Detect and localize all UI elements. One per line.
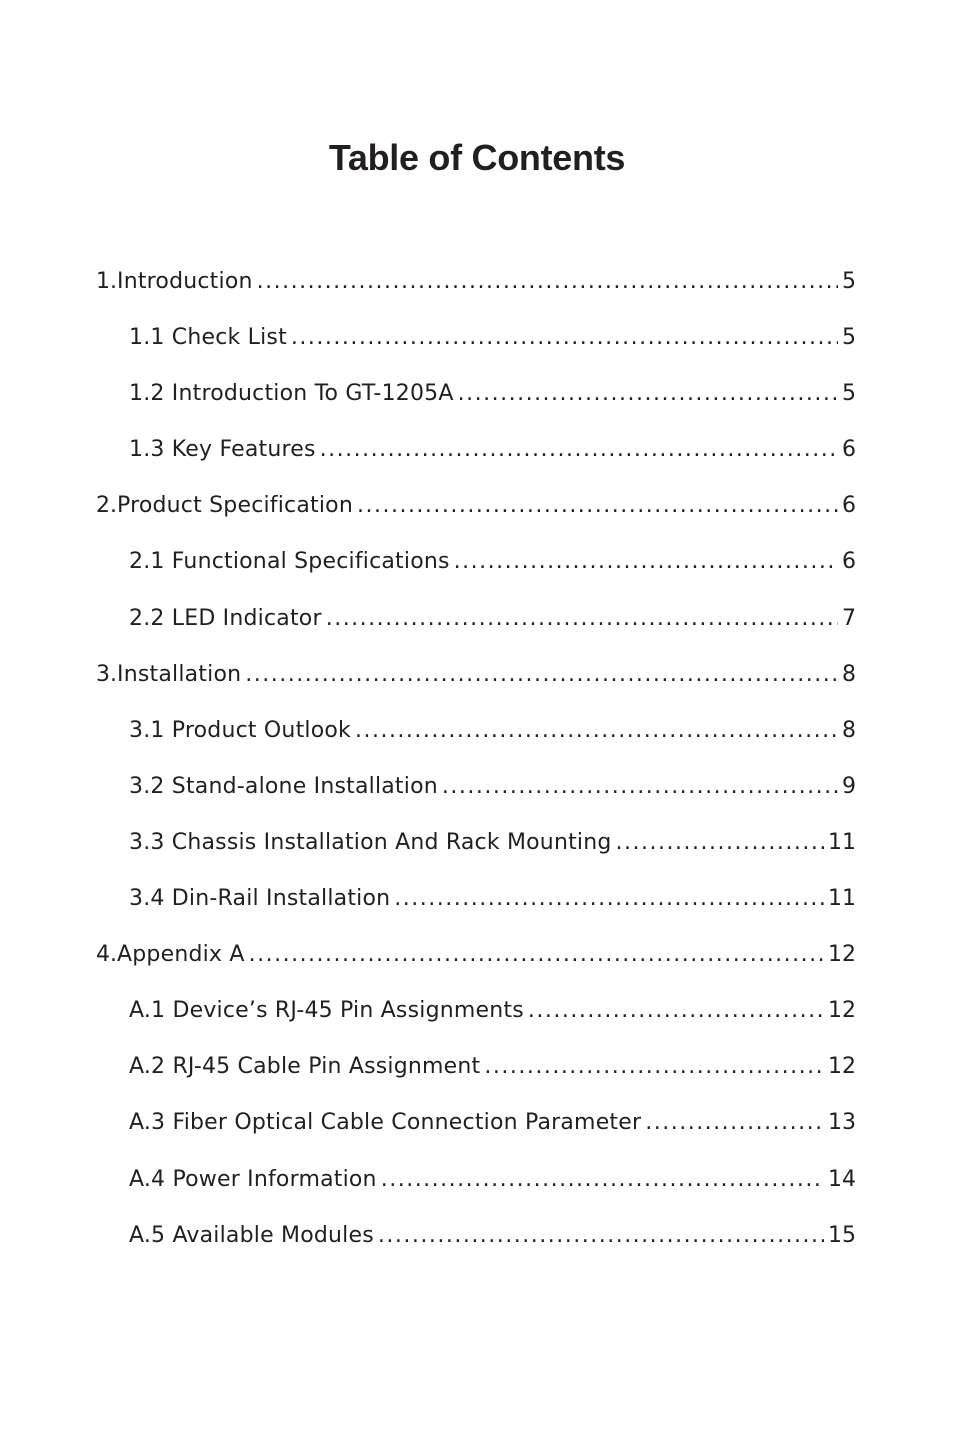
toc-entry-page-number: 11 [828, 829, 856, 855]
toc-entry[interactable] [0, 376, 954, 432]
toc-entry-label: A.5 Available Modules [129, 1222, 374, 1248]
toc-entry[interactable] [0, 1105, 954, 1161]
toc-entry[interactable] [0, 264, 954, 320]
toc-entry-label: 1.1 Check List [129, 325, 287, 351]
toc-entry-label: Introduction [117, 269, 253, 294]
toc-entry[interactable] [0, 769, 954, 825]
toc-entry-label: Appendix A [117, 942, 245, 968]
toc-entry[interactable] [0, 601, 954, 657]
dot-leader [616, 825, 824, 861]
toc-entry-page-number: 7 [842, 605, 856, 631]
dot-leader [484, 1049, 824, 1085]
toc-entry[interactable] [0, 881, 954, 937]
toc-entry-number: 1. [96, 269, 117, 294]
toc-entry[interactable] [0, 993, 954, 1049]
toc-entry[interactable] [0, 1218, 954, 1274]
dot-leader [378, 1218, 824, 1254]
toc-entry-label: 3.1 Product Outlook [129, 717, 351, 743]
toc-entry-page-number: 6 [842, 549, 856, 575]
toc-entry-page-number: 15 [828, 1222, 856, 1248]
toc-entry-label: A.4 Power Information [129, 1166, 377, 1192]
toc-entry[interactable] [0, 657, 954, 713]
dot-leader [320, 432, 838, 468]
toc-entry[interactable] [0, 432, 954, 488]
toc-entry-label: 2.1 Functional Specifications [129, 549, 450, 575]
toc-entry-page-number: 9 [842, 773, 856, 799]
toc-entry-label: Product Specification [117, 493, 353, 519]
dot-leader [326, 601, 838, 637]
dot-leader [458, 376, 838, 412]
toc-entry-number: 4. [96, 942, 117, 968]
toc-entry-label: 3.4 Din-Rail Installation [129, 886, 391, 912]
toc-entry-page-number: 6 [842, 437, 856, 463]
toc-entry-label: Installation [117, 661, 242, 687]
toc-entry-label: 2.2 LED Indicator [129, 605, 322, 631]
toc-entry-page-number: 12 [828, 942, 856, 968]
toc-entry-label: 1.2 Introduction To GT-1205A [129, 381, 454, 407]
toc-entry-label: A.2 RJ-45 Cable Pin Assignment [129, 1054, 481, 1080]
toc-entry[interactable] [0, 320, 954, 376]
toc-entry-page-number: 5 [842, 325, 856, 351]
toc-entry[interactable] [0, 544, 954, 600]
toc-entry-page-number: 8 [842, 717, 856, 743]
toc-entry-page-number: 11 [828, 886, 856, 912]
dot-leader [257, 264, 838, 300]
toc-entry[interactable] [0, 937, 954, 993]
dot-leader [245, 657, 838, 693]
dot-leader [355, 713, 838, 749]
toc-entry-label: 1.3 Key Features [129, 437, 316, 463]
toc-entry-label: A.1 Device’s RJ-45 Pin Assignments [129, 998, 524, 1024]
toc-entry-label: 3.3 Chassis Installation And Rack Mounting [129, 829, 612, 855]
toc-entry-label: 3.2 Stand-alone Installation [129, 773, 438, 799]
dot-leader [249, 937, 824, 973]
toc-entry-page-number: 13 [828, 1110, 856, 1136]
toc-entry[interactable] [0, 825, 954, 881]
table-of-contents-list [0, 264, 954, 1274]
dot-leader [528, 993, 824, 1029]
dot-leader [394, 881, 824, 917]
toc-entry[interactable] [0, 1162, 954, 1218]
toc-entry-page-number: 12 [828, 998, 856, 1024]
toc-entry-page-number: 6 [842, 493, 856, 519]
dot-leader [454, 544, 838, 580]
toc-entry-page-number: 8 [842, 661, 856, 687]
toc-entry[interactable] [0, 713, 954, 769]
toc-entry-page-number: 5 [842, 381, 856, 407]
toc-entry-label: A.3 Fiber Optical Cable Connection Parameter [129, 1110, 642, 1136]
dot-leader [645, 1105, 824, 1141]
toc-entry-number: 2. [96, 493, 117, 519]
toc-entry[interactable] [0, 488, 954, 544]
page-title: Table of Contents [328, 137, 626, 178]
toc-entry-page-number: 14 [828, 1166, 856, 1192]
dot-leader [357, 488, 838, 524]
toc-entry-number: 3. [96, 661, 117, 687]
dot-leader [442, 769, 838, 805]
dot-leader [291, 320, 838, 356]
dot-leader [381, 1162, 824, 1198]
toc-entry[interactable] [0, 1049, 954, 1105]
toc-entry-page-number: 12 [828, 1054, 856, 1080]
toc-entry-page-number: 5 [842, 269, 856, 294]
